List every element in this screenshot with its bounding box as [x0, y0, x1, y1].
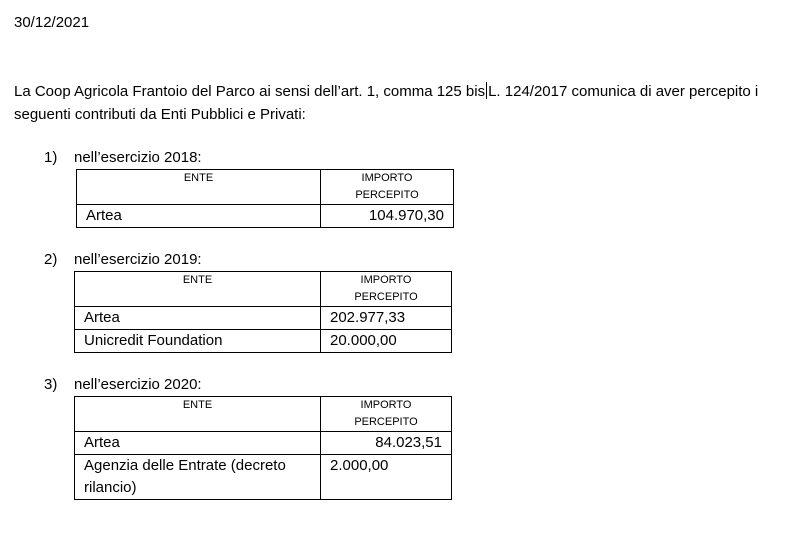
section-2-number: 2) — [44, 251, 58, 268]
table-row — [75, 330, 452, 353]
contributions-table-2018 — [76, 169, 454, 228]
header-importo: IMPORTO PERCEPITO — [321, 170, 454, 205]
ente-cell: Artea — [75, 307, 321, 330]
section-2-title — [44, 250, 202, 270]
text-cursor — [486, 82, 487, 99]
section-3-number: 3) — [44, 376, 58, 393]
importo-cell: 20.000,00 — [321, 330, 452, 353]
header-ente: ENTE — [77, 170, 321, 205]
table-row — [75, 432, 452, 455]
table-row — [75, 455, 452, 500]
section-2-label: nell’esercizio 2019: — [74, 251, 202, 268]
contributions-table-2020 — [74, 396, 452, 500]
intro-text-part2: L. 124/2017 comunica di aver percepito i seguenti contributi da Enti Pubblici e Privati: — [14, 83, 759, 123]
importo-cell: 202.977,33 — [321, 307, 452, 330]
ente-cell: Artea — [77, 205, 321, 228]
document-date: 30/12/2021 — [14, 14, 90, 31]
section-3-title — [44, 375, 202, 395]
header-ente: ENTE — [75, 397, 321, 432]
header-importo: IMPORTO PERCEPITO — [321, 397, 452, 432]
header-ente: ENTE — [75, 272, 321, 307]
importo-cell: 84.023,51 — [321, 432, 452, 455]
importo-cell: 104.970,30 — [321, 205, 454, 228]
table-row — [75, 307, 452, 330]
ente-cell: Unicredit Foundation — [75, 330, 321, 353]
ente-cell: Artea — [75, 432, 321, 455]
importo-cell: 2.000,00 — [321, 455, 452, 500]
section-1-title — [44, 148, 202, 168]
intro-text-part1: La Coop Agricola Frantoio del Parco ai sensi dell’art. 1, comma 125 bis — [14, 83, 486, 100]
header-importo: IMPORTO PERCEPITO — [321, 272, 452, 307]
ente-cell: Agenzia delle Entrate (decreto rilancio) — [75, 455, 321, 500]
intro-paragraph — [14, 80, 774, 126]
section-1-label: nell’esercizio 2018: — [74, 149, 202, 166]
section-3-label: nell’esercizio 2020: — [74, 376, 202, 393]
section-1-number: 1) — [44, 149, 58, 166]
table-row — [77, 205, 454, 228]
contributions-table-2019 — [74, 271, 452, 353]
